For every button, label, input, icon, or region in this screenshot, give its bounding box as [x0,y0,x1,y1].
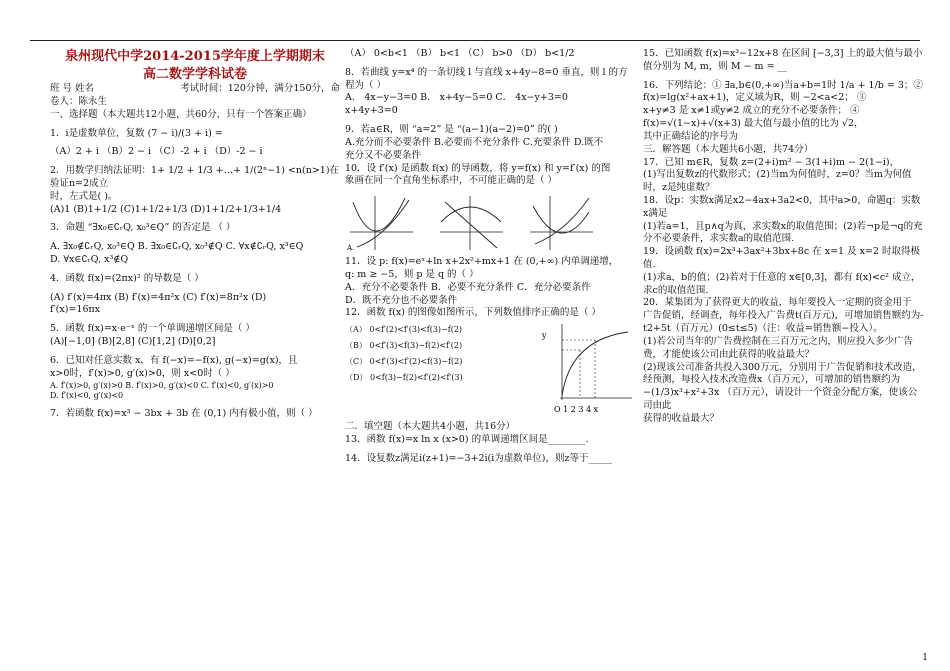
q20-part-1-cont: 费，才能使该公司由此获得的收益最大？ [643,348,815,360]
q18-parts-cont: 分不必要条件，求实数a的取值范围. [643,233,795,245]
q20-part-2-formula: −(1/3)x³+x²+3x （百万元），请设计一个资金分配方案，使该公司由此 [643,387,918,411]
q12-graph [540,320,635,415]
q19-text: 19．设函数 f(x)=2x³+3ax²+3bx+8c 在 x=1 及 x=2 时取得极 [643,246,920,258]
q20-part-2-end: 获得的收益最大？ [643,412,720,424]
q19-parts-cont: 求c的取值范围. [643,284,709,296]
q12-option-c: （C） 0<f′(3)<f′(2)<f(3)−f(2) [345,356,463,366]
q17-parts-cont: 时，z是纯虚数？ [643,182,715,194]
q2-text-cont: 时，左式是( )。 [50,190,118,202]
q12-y-label: y [542,331,547,341]
q16-text: 16．下列结论：① ∃a,b∈(0,+∞)当a+b=1时 1/a + 1/b = 3；② [643,79,923,91]
q10-text: 10．设 f′(x) 是函数 f(x) 的导函数，将 y=f(x) 和 y=f′(x) 的图 [345,162,611,174]
q2-options: (A)1 (B)1+1/2 (C)1+1/2+1/3 (D)1+1/2+1/3+1/4 [50,203,282,215]
q3-text: 3．命题 “∃x₀∈∁ᵣQ, x₀³∈Q” 的否定是 （ ） [50,222,236,234]
q8-text-cont: 程为（ ） [345,79,387,91]
exam-title-1: 泉州现代中学2014-2015学年度上学期期末 [65,49,325,64]
page-number: 1 [922,653,928,663]
q16-item-2: f(x)=lg(x²+ax+1)，定义域为R，则 −2<a<2； ③ [643,92,867,104]
exam-meta [50,83,340,96]
section-2-heading: 二．填空题（本大题共4小题，共16分） [345,421,516,433]
q12-option-b: （B） 0<f′(3)<f(3)−f(2)<f′(2) [345,340,463,350]
q1-text: 1．i是虚数单位，复数 (7 − i)/(3 + i) = [50,127,223,139]
q2-text: 2．用数学归纳法证明：1+ 1/2 + 1/3 +…+ 1/(2ⁿ−1) <n(n>1)在验证n=2成立 [50,165,340,189]
q8-text: 8．若曲线 y=x⁴ 的一条切线 l 与直线 x+4y−8=0 垂直，则 l 的方 [345,66,628,78]
q11-options: A．充分不必要条件 B．必要不充分条件 C．充分必要条件 [345,281,591,293]
column-middle [345,48,635,466]
q15-text: 15．已知函数 f(x)=x³−12x+8 在区间 [−3,3] 上的最大值与最小 [643,48,923,59]
class-name-field: 班 号 姓名 [50,83,95,95]
q11-text: 11．设 p: f(x)=eˣ+ln x+2x²+mx+1 在 (0,+∞) 内单调递增， [345,256,619,268]
q10-figures [345,192,635,252]
q20-part-1: (1)若公司当年的广告费控制在三百万元之内，则应投入多少广告 [643,335,913,347]
q14-text: 14．设复数z满足i(z+1)=−3+2i(i为虚数单位)，则z等于_____ [345,452,613,464]
q16-item-4: f(x)=√(1−x)+√(x+3) 最大值与最小值的比为 √2， [643,118,864,130]
q6-text-cont: x>0时，f′(x)>0, g′(x)>0，则 x<0时（ ） [50,367,235,379]
q7-options: （A） 0<b<1 （B） b<1 （C） b>0 （D） b<1/2 [345,48,575,59]
q3-option-d: D. ∀x∈∁ᵣQ, x³∉Q [50,254,129,266]
q12-block [345,320,635,415]
q17-parts: (1)写出复数z的代数形式；(2)当m为何值时，z=0？当m为何值 [643,169,912,181]
q16-item-3: x+y≠3 是 x≠1或y≠2 成立的充分不必要条件； ④ [643,105,860,117]
q10-label-a: A. [347,244,355,253]
q10-graph-a [345,192,415,252]
q3-options: A. ∃x₀∉∁ᵣQ, x₀³∈Q B. ∃x₀∈∁ᵣQ, x₀³∉Q C. ∀x∉∁ᵣQ, x³∈Q [50,241,304,253]
q8-options: A． 4x−y−3=0 B． x+4y−5=0 C． 4x−y+3=0 [345,92,568,104]
q20-text: 20．某集团为了获得更大的收益，每年要投入一定期的资金用于 [643,297,912,309]
q4-option-d: f′(x)=16πx [50,304,101,316]
exam-author: 卷人：陈永生 [50,95,108,107]
section-1-heading: 一、选择题（本大题共12小题，共60分，只有一个答案正确） [50,108,312,120]
column-left [50,48,340,421]
q4-options: (A) f′(x)=4πx (B) f′(x)=4π²x (C) f′(x)=8π²x (D) [50,291,267,303]
q6-options: A. f′(x)>0, g′(x)>0 B. f′(x)>0, g′(x)<0 C. f′(x)<0, g′(x)>0 [50,380,274,390]
q12-options [345,320,540,415]
q8-option-d: x+4y+3=0 [345,105,398,117]
q17-text: 17．已知 m∈R，复数 z=(2+i)m² − 3(1+i)m − 2(1−i)， [643,156,900,168]
q19-text-cont: 值. [643,259,656,270]
q18-text: 18．设p：实数x满足x2−4ax+3a2<0，其中a>0，命题q：实数x满足 [643,194,921,219]
q6-text: 6．已知对任意实数 x，有 f(−x)=−f(x), g(−x)=g(x)，且 [50,354,298,366]
q11-text-cont: q: m ≥ −5，则 p 是 q 的（ ） [345,268,479,280]
exam-info: 考试时间：120分钟，满分150分，命 [180,83,340,95]
q10-graph-b [435,192,505,252]
q4-text: 4．函数 f(x)=(2πx)² 的导数是（ ） [50,272,204,284]
q9-options: A.充分而不必要条件 B.必要而不充分条件 C.充要条件 D.既不 [345,136,604,148]
q16-question: 其中正确结论的序号为 [643,130,739,142]
q10-graph-c [525,192,595,252]
q20-text-3: t2+5t（百万元）(0≤t≤5)（注：收益=销售额−投入）。 [643,323,883,335]
q12-text: 12．函数 f(x) 的图像如图所示，下列数值排序正确的是（ ） [345,307,601,319]
q9-text: 9．若a∈R，则 “a=2” 是 “(a−1)(a−2)=0” 的( ) [345,124,558,136]
q12-option-a: （A） 0<f′(2)<f′(3)<f(3)−f(2) [345,325,463,335]
q13-text: 13．函数 f(x)=x ln x (x>0) 的单调递增区间是________. [345,434,589,445]
q12-option-d: （D） 0<f(3)−f(2)<f′(2)<f′(3) [345,372,463,382]
q15-text-cont: 值分别为 M, m，则 M − m = __ [643,60,788,72]
column-right [643,48,925,426]
q10-text-cont: 象画在同一个直角坐标系中，不可能正确的是（ ） [345,175,558,187]
top-rule [30,40,920,41]
q6-option-d: D. f′(x)<0, g′(x)<0 [50,391,124,401]
q19-parts: (1)求a，b的值；(2)若对于任意的 x∈[0,3]，都有 f(x)<c² 成立， [643,271,921,283]
q1-options: （A）2 + i （B）2 − i （C）-2 + i （D）-2 − i [50,146,263,158]
section-3-heading: 三．解答题（本大题共6小题，共74分） [643,143,814,155]
q11-option-d: D．既不充分也不必要条件 [345,294,458,306]
q18-parts: (1)若a=1，且p∧q为真，求实数x的取值范围；(2)若¬p是¬q的充 [643,220,923,232]
q12-x-axis-labels: O 1 2 3 4 x [554,405,599,415]
q20-part-2: (2)现该公司准备共投入300万元，分别用于广告促销和技术改造， [643,361,922,373]
q20-text-2: 广告促销，经调查，每年投入广告费t(百万元)，可增加销售额约为- [643,310,924,322]
q9-options-cont: 充分又不必要条件 [345,149,422,161]
q5-text: 5．函数 f(x)=x·e⁻ˣ 的一个单调递增区间是（ ） [50,323,255,335]
q7-text: 7．若函数 f(x)=x³ − 3bx + 3b 在 (0,1) 内有极小值，则（ ） [50,408,318,420]
exam-title-2: 高二数学学科试卷 [142,66,247,82]
q20-part-2-cont: 经预测，每投入技术改造费x（百万元），可增加的销售额约为 [643,374,901,386]
q5-options: (A)[−1,0] (B)[2,8] (C)[1,2] (D)[0,2] [50,336,216,348]
